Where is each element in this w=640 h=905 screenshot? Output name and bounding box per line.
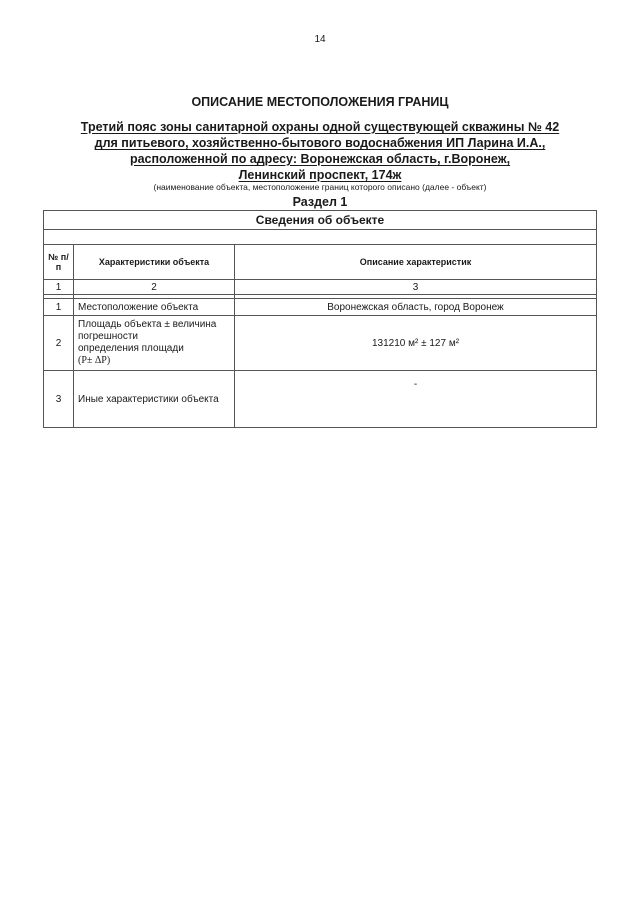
page-number: 14 — [314, 34, 326, 45]
object-title-line-4: Ленинский проспект, 174ж — [238, 168, 402, 182]
table-row — [44, 316, 597, 371]
row-description: 131210 м² ± 127 м² — [235, 316, 597, 371]
object-title — [40, 119, 600, 183]
area-formula: (P± ΔP) — [78, 355, 111, 366]
header-characteristic: Характеристики объекта — [74, 245, 235, 280]
section-title: Раздел 1 — [292, 195, 348, 209]
object-title-line-1: Третий пояс зоны санитарной охраны одной существующей скважины № 42 — [80, 120, 560, 134]
table-blank-row — [44, 230, 597, 245]
row-description: Воронежская область, город Воронеж — [235, 299, 597, 316]
row-characteristic-line-2: погрешности — [78, 331, 139, 342]
object-title-line-3: расположенной по адресу: Воронежская область, г.Воронеж, — [129, 152, 511, 166]
object-info-table — [43, 210, 597, 428]
column-number-1: 1 — [44, 280, 74, 295]
row-characteristic: Иные характеристики объекта — [74, 371, 235, 428]
table-caption: Сведения об объекте — [44, 211, 597, 230]
object-note: (наименование объекта, местоположение границ которого описано (далее - объект) — [153, 182, 487, 192]
header-description: Описание характеристик — [235, 245, 597, 280]
column-number-row — [44, 280, 597, 295]
row-description: - — [235, 371, 597, 428]
row-characteristic-line-3: определения площади — [78, 343, 184, 354]
row-characteristic — [74, 316, 235, 371]
table-header-row — [44, 245, 597, 280]
column-number-3: 3 — [235, 280, 597, 295]
row-number: 3 — [44, 371, 74, 428]
table-caption-row — [44, 211, 597, 230]
header-num: № п/п — [44, 245, 74, 280]
row-characteristic-line-1: Площадь объекта ± величина — [78, 319, 217, 330]
row-number: 2 — [44, 316, 74, 371]
row-characteristic: Местоположение объекта — [74, 299, 235, 316]
column-number-2: 2 — [74, 280, 235, 295]
document-heading: ОПИСАНИЕ МЕСТОПОЛОЖЕНИЯ ГРАНИЦ — [191, 95, 449, 109]
table-blank-cell — [44, 230, 597, 245]
table-row — [44, 299, 597, 316]
table-row — [44, 371, 597, 428]
object-title-line-2: для питьевого, хозяйственно-бытового водоснабжения ИП Ларина И.А., — [94, 136, 546, 150]
row-number: 1 — [44, 299, 74, 316]
